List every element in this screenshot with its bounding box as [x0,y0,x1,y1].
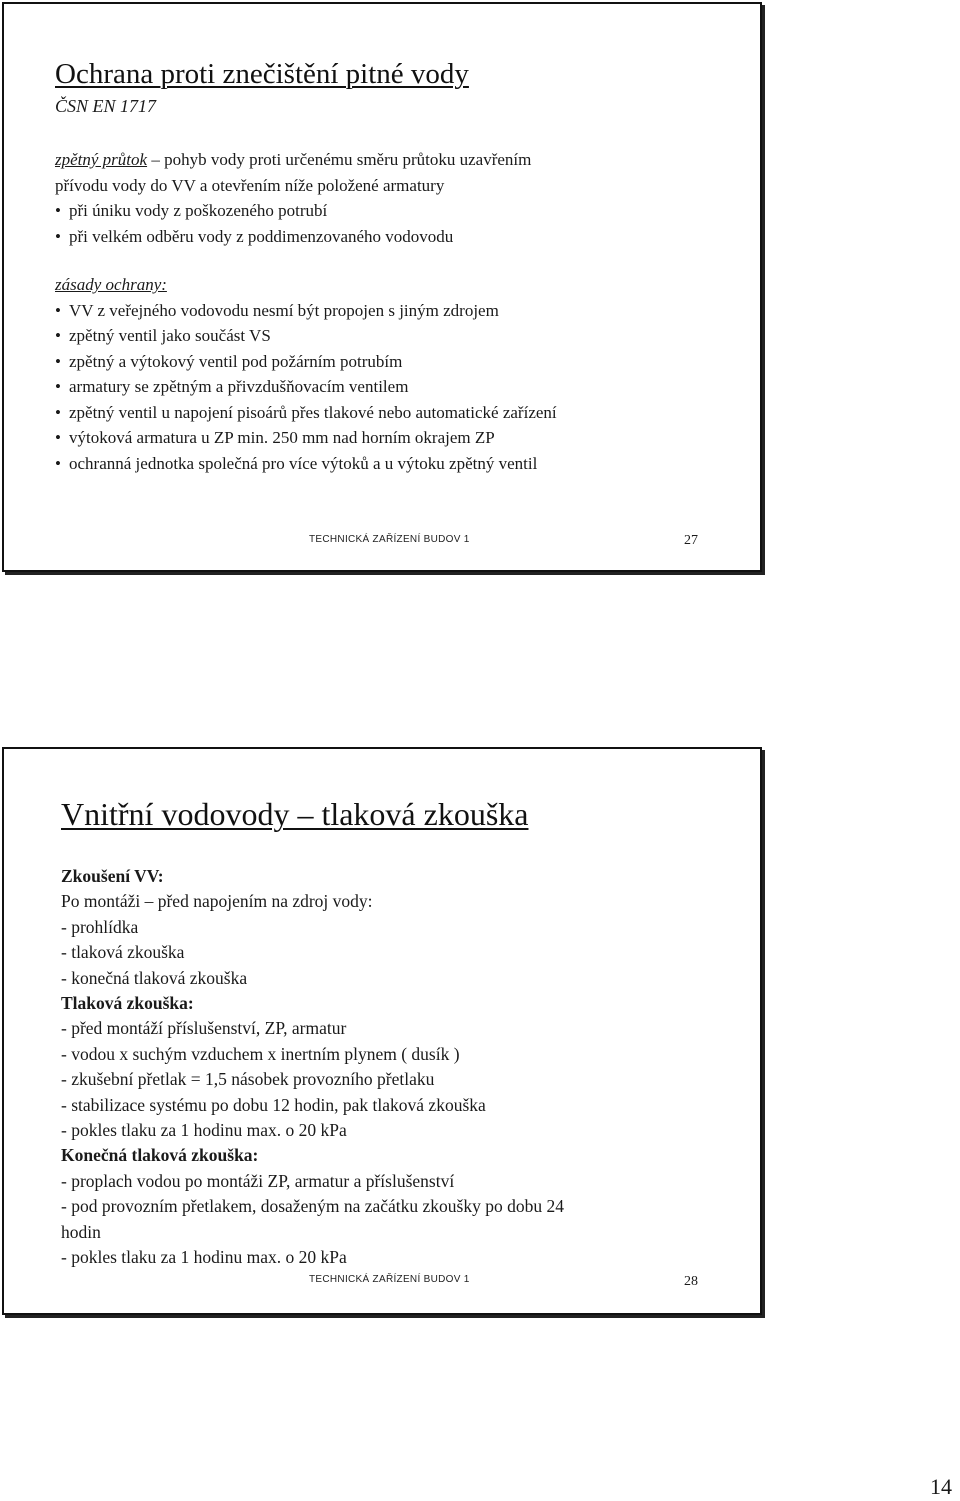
rules-block [55,272,557,476]
definition-line [55,147,531,173]
definition-block [55,147,531,249]
bullet-icon: • [55,453,61,473]
section-heading: Konečná tlaková zkouška: [61,1145,259,1166]
definition-text: – pohyb vody proti určenému směru průtoku uzavřením [147,150,532,169]
list-item: • zpětný ventil u napojení pisoárů přes tlakové nebo automatické zařízení [55,400,557,426]
slide-title: Vnitřní vodovody – tlaková zkouška [61,796,529,832]
slide-title: Ochrana proti znečištění pitné vody [55,58,469,90]
slide-28 [2,747,762,1315]
section-heading: Zkoušení VV: [61,866,164,886]
list-item: • při úniku vody z poškozeného potrubí [55,198,531,224]
body-line: - proplach vodou po montáži ZP, armatur a příslušenství [61,1170,455,1191]
slide-number: 28 [684,1274,698,1289]
standard-reference: ČSN EN 1717 [55,96,157,116]
body-line: - tlaková zkouška [61,942,185,963]
body-line: - pokles tlaku za 1 hodinu max. o 20 kPa [61,1120,347,1141]
bullet-icon: • [55,226,61,246]
body-line: - pod provozním přetlakem, dosaženým na začátku zkoušky po dobu 24 [61,1196,564,1217]
list-item: • výtoková armatura u ZP min. 250 mm nad horním okrajem ZP [55,425,557,451]
list-item: • při velkém odběru vody z poddimenzovaného vodovodu [55,224,531,250]
list-item: • armatury se zpětným a přivzdušňovacím ventilem [55,374,557,400]
slide-number: 27 [684,533,698,548]
bullet-icon: • [55,300,61,320]
body-line: - zkušební přetlak = 1,5 násobek provozního přetlaku [61,1069,435,1090]
definition-term: zpětný průtok [55,150,148,169]
slide-footer: TECHNICKÁ ZAŘÍZENÍ BUDOV 1 [309,534,470,545]
list-item: • zpětný ventil jako součást VS [55,323,557,349]
bullet-icon: • [55,428,61,447]
bullet-icon: • [55,326,61,345]
page-number: 14 [930,1474,952,1499]
definition-continuation: přívodu vody do VV a otevřením níže položené armatury [55,175,445,195]
body-line: - před montáží příslušenství, ZP, armatur [61,1018,347,1039]
body-line: - prohlídka [61,916,139,937]
body-line: hodin [61,1221,101,1242]
bullet-icon: • [55,402,61,422]
body-line: - vodou x suchým vzduchem x inertním plynem ( dusík ) [61,1043,460,1064]
bullet-icon: • [55,377,61,396]
list-item: • zpětný a výtokový ventil pod požárním potrubím [55,349,557,375]
body-line: Po montáži – před napojením na zdroj vody: [61,891,373,912]
bullet-icon: • [55,351,61,371]
bullet-icon: • [55,201,61,220]
section-heading: Tlaková zkouška: [61,993,194,1014]
list-item: • VV z veřejného vodovodu nesmí být propojen s jiným zdrojem [55,298,557,324]
body-line: - pokles tlaku za 1 hodinu max. o 20 kPa [61,1247,347,1268]
list-item: • ochranná jednotka společná pro více výtoků a u výtoku zpětný ventil [55,451,557,477]
slide-footer: TECHNICKÁ ZAŘÍZENÍ BUDOV 1 [309,1274,470,1285]
body-line: - stabilizace systému po dobu 12 hodin, pak tlaková zkouška [61,1094,486,1115]
body-line: - konečná tlaková zkouška [61,967,248,988]
slide-body [61,864,564,1271]
slide-27 [2,2,762,572]
rules-label: zásady ochrany: [55,275,167,294]
